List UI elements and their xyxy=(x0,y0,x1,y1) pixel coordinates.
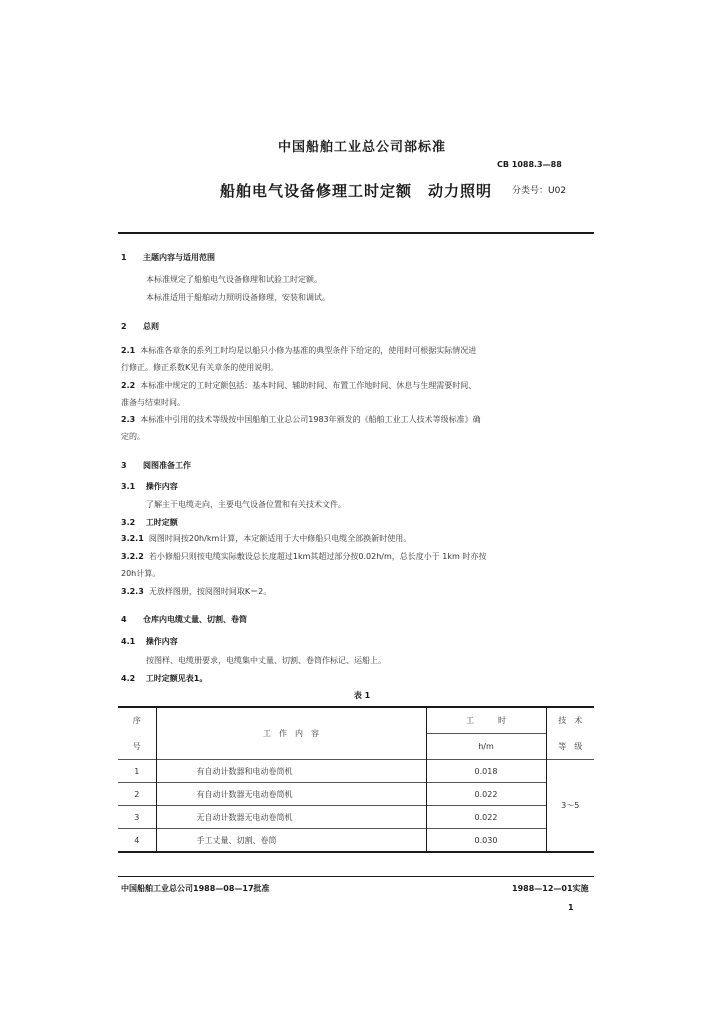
section-number: 1 xyxy=(121,253,127,262)
classification-number: 分类号：U02 xyxy=(512,186,567,196)
clause-number: 3.1 xyxy=(121,482,136,491)
section-3-heading xyxy=(121,460,191,471)
subsection-heading xyxy=(121,673,207,684)
cell-content: 无自动计数器无电动卷筒机 xyxy=(156,806,426,829)
subsection-title: 操作内容 xyxy=(145,637,178,646)
subsection-heading xyxy=(121,481,178,492)
table-caption: 表 1 xyxy=(353,691,371,700)
clause-text: 无放样图册，按阅图时间取K＝2。 xyxy=(148,587,272,596)
cell-content: 手工丈量、切割、卷筒 xyxy=(156,829,426,853)
clause-number: 2.3 xyxy=(121,415,136,424)
section-2-heading xyxy=(121,321,159,332)
standard-code: CB 1088.3—88 xyxy=(497,160,562,169)
paragraph-continuation: 20h计算。 xyxy=(121,569,161,578)
cell-content: 有自动计数器无电动卷筒机 xyxy=(156,783,426,806)
section-title: 阅图准备工作 xyxy=(143,461,191,470)
clause-text: 本标准中引用的技术等级按中国船舶工业总公司1983年颁发的《船舶工业工人技术等级标准》确 xyxy=(140,415,481,424)
cell-hours: 0.018 xyxy=(426,760,546,783)
col-header-no: 序 xyxy=(118,707,156,734)
subsection-title: 操作内容 xyxy=(145,482,178,491)
table-row xyxy=(118,760,594,783)
effective-date: 1988—12—01实施 xyxy=(512,884,589,893)
section-4-heading xyxy=(121,614,247,625)
page-number: 1 xyxy=(568,903,574,912)
clause-number: 4.2 xyxy=(121,674,136,683)
section-number: 4 xyxy=(121,615,127,624)
paragraph xyxy=(121,414,481,425)
col-header-hours: 工 时 xyxy=(426,707,546,734)
col-header-grade: 技 术 xyxy=(546,707,594,734)
paragraph: 按图样、电缆册要求，电缆集中丈量、切割、卷筒作标记、运船上。 xyxy=(146,656,386,665)
clause-number: 4.1 xyxy=(121,637,136,646)
col-header-grade: 等 级 xyxy=(546,734,594,760)
paragraph-continuation: 准备与结束时间。 xyxy=(121,398,185,407)
clause-number: 3.2.3 xyxy=(121,587,144,596)
section-title: 主题内容与适用范围 xyxy=(143,253,215,262)
paragraph xyxy=(121,380,476,391)
cell-hours: 0.030 xyxy=(426,829,546,853)
subsection-title: 工时定额 xyxy=(145,518,178,527)
table-row xyxy=(118,829,594,853)
section-title: 总则 xyxy=(143,322,159,331)
section-1-heading xyxy=(121,252,215,263)
document-title: 船舶电气设备修理工时定额 动力照明 xyxy=(220,182,493,200)
labor-hours-table xyxy=(118,706,594,853)
paragraph xyxy=(121,533,411,544)
cell-no: 1 xyxy=(118,760,156,783)
paragraph xyxy=(121,586,271,597)
cell-hours: 0.022 xyxy=(426,806,546,829)
footer-divider xyxy=(118,876,594,877)
section-number: 3 xyxy=(121,461,127,470)
clause-text: 本标准各章条的系列工时均是以船只小修为基准的典型条件下给定的，使用时可根据实际情况进 xyxy=(140,346,477,355)
table-row xyxy=(118,783,594,806)
clause-number: 2.1 xyxy=(121,346,136,355)
cell-no: 2 xyxy=(118,783,156,806)
clause-number: 3.2 xyxy=(121,518,136,527)
col-header-content: 工 作 内 容 xyxy=(156,707,426,760)
header-divider xyxy=(118,232,594,234)
paragraph: 本标准规定了船舶电气设备修理和试验工时定额。 xyxy=(146,275,322,284)
subsection-heading xyxy=(121,517,178,528)
paragraph-continuation: 定的。 xyxy=(121,432,145,441)
clause-number: 3.2.2 xyxy=(121,552,144,561)
paragraph: 了解主干电缆走向，主要电气设备位置和有关技术文件。 xyxy=(146,500,346,509)
cell-no: 4 xyxy=(118,829,156,853)
table-row xyxy=(118,806,594,829)
clause-number: 2.2 xyxy=(121,381,136,390)
col-header-no: 号 xyxy=(132,741,141,751)
paragraph xyxy=(121,345,476,356)
clause-text: 若小修船只则按电缆实际敷设总长度超过1km其超过部分按0.02h/m，总长度小于 1km 时亦按 xyxy=(148,552,487,561)
table-header-row xyxy=(118,707,594,734)
issuing-organization: 中国船舶工业总公司部标准 xyxy=(277,140,446,155)
clause-text: 阅图时间按20h/km计算，本定额适用于大中修船只电缆全部换新时使用。 xyxy=(148,534,412,543)
clause-number: 3.2.1 xyxy=(121,534,144,543)
section-title: 仓库内电缆丈量、切割、卷筒 xyxy=(143,615,247,624)
paragraph xyxy=(121,551,486,562)
clause-text: 本标准中规定的工时定额包括：基本时间、辅助时间、布置工作地时间、休息与生理需要时间、 xyxy=(140,381,477,390)
subsection-heading xyxy=(121,636,178,647)
approval-date: 中国船舶工业总公司1988—08—17批准 xyxy=(121,884,270,893)
paragraph: 本标准适用于船舶动力照明设备修理，安装和调试。 xyxy=(146,293,330,302)
cell-hours: 0.022 xyxy=(426,783,546,806)
section-number: 2 xyxy=(121,322,127,331)
subsection-title: 工时定额见表1。 xyxy=(145,674,208,683)
cell-grade: 3～5 xyxy=(546,760,594,853)
col-header-hours-unit: h/m xyxy=(426,734,546,760)
cell-content: 有自动计数器和电动卷筒机 xyxy=(156,760,426,783)
paragraph-continuation: 行修正。修正系数K见有关章条的使用说明。 xyxy=(121,363,279,372)
cell-no: 3 xyxy=(118,806,156,829)
